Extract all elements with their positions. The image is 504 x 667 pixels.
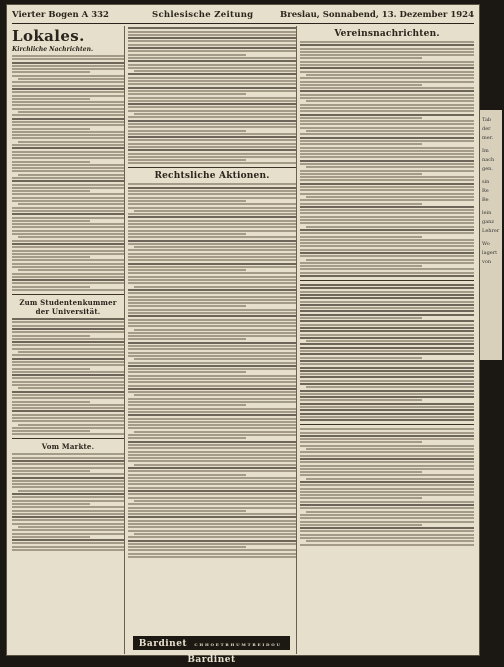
divider bbox=[300, 280, 474, 281]
text-block bbox=[12, 453, 124, 551]
ad-brand-right: Bardinet bbox=[187, 655, 236, 665]
ad-brand-left: Bardinet bbox=[138, 639, 188, 649]
edge-fragment: Be bbox=[482, 197, 489, 203]
newspaper-title: Schlesische Zeitung bbox=[152, 10, 254, 20]
ad-middle-text: C H H O E T R H U M T R E I D O U bbox=[194, 642, 281, 647]
edge-fragment: Tab bbox=[482, 117, 492, 123]
text-block bbox=[12, 55, 124, 291]
edge-fragment: Wo bbox=[482, 241, 490, 247]
date-line: Breslau, Sonnabend, 13. Dezember 1924 bbox=[280, 10, 474, 20]
edge-fragment: der bbox=[482, 126, 491, 132]
section-title-legal: Rechtsliche Aktionen. bbox=[154, 171, 270, 182]
masthead bbox=[12, 9, 474, 24]
divider bbox=[12, 438, 124, 439]
edge-fragment: Im bbox=[482, 148, 489, 154]
text-block bbox=[300, 428, 474, 545]
text-block bbox=[128, 183, 296, 558]
edge-fragment: gen. bbox=[482, 166, 493, 172]
text-block bbox=[300, 41, 474, 277]
edge-fragment: Re bbox=[482, 188, 489, 194]
edge-fragment: von bbox=[482, 259, 492, 265]
divider bbox=[12, 294, 124, 295]
issue-label: Vierter Bogen A 332 bbox=[12, 10, 109, 20]
text-block bbox=[300, 284, 474, 421]
adjacent-page-edge bbox=[480, 110, 502, 360]
subsection-title-church-news: Kirchliche Nachrichten. bbox=[12, 46, 94, 53]
text-block bbox=[12, 318, 124, 435]
edge-fragment: lagert bbox=[482, 250, 498, 256]
divider bbox=[128, 167, 296, 168]
column-associations bbox=[300, 26, 474, 654]
edge-fragment: nach bbox=[482, 157, 495, 163]
column-local-news bbox=[12, 26, 125, 654]
edge-fragment: ganz bbox=[482, 219, 495, 225]
edge-fragment: Lehrer bbox=[482, 228, 500, 234]
section-title-associations: Vereinsnachrichten. bbox=[334, 29, 440, 39]
column-middle bbox=[128, 26, 297, 665]
section-title-university: Zum Studentenkummer der Universität. bbox=[19, 298, 117, 317]
newspaper-page bbox=[6, 4, 480, 665]
advertisement-bardinet bbox=[133, 636, 290, 665]
edge-fragment: mer. bbox=[482, 135, 494, 141]
section-title-market: Vom Markte. bbox=[41, 442, 95, 452]
edge-fragment: lein bbox=[482, 210, 492, 216]
section-title-lokales: Lokales. bbox=[12, 27, 85, 45]
edge-fragment: sin bbox=[482, 179, 490, 185]
text-block bbox=[128, 27, 296, 164]
divider bbox=[300, 424, 474, 425]
